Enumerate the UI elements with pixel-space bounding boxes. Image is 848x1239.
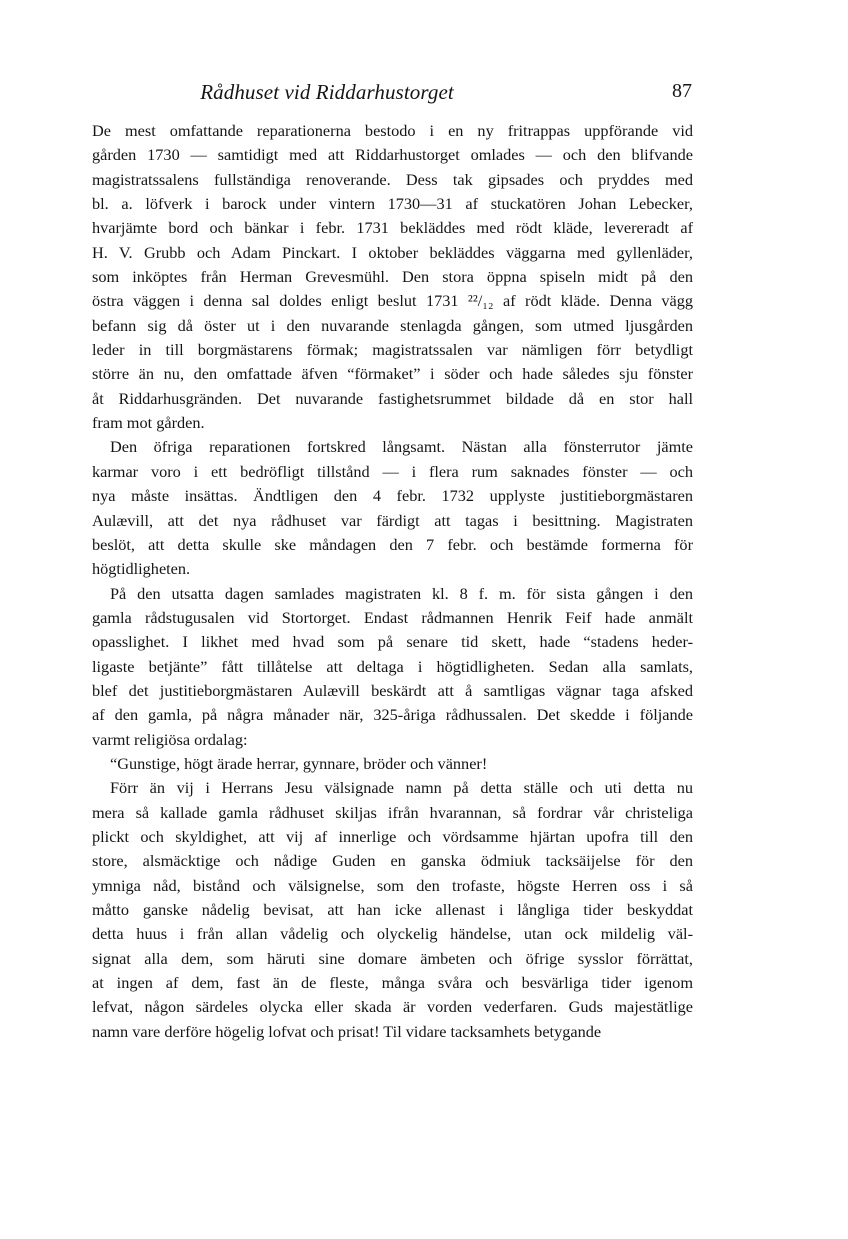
page-number: 87: [672, 80, 692, 102]
text-line: af den gamla, på några månader när, 325-åriga rådhussalen. Det skedde i följande: [92, 705, 693, 725]
text-line: H. V. Grubb och Adam Pinckart. I oktober bekläddes väggarna med gyllenläder,: [92, 242, 693, 262]
text-line: magistratssalens fullständiga renoverande. Dess tak gipsades och pryddes med: [92, 169, 693, 189]
text-line: karmar voro i ett bedröfligt tillstånd — i flera rum saknades fönster — och: [92, 461, 693, 481]
text-line: store, alsmäcktige och nådige Guden en ganska ödmiuk tacksäijelse för den: [92, 851, 693, 871]
text-line: De mest omfattande reparationerna bestodo i en ny fritrappas uppförande vid: [92, 121, 693, 140]
text-line: at ingen af dem, fast än de fleste, många svåra och besvärliga tider igenom: [92, 973, 693, 993]
text-line: opasslighet. I likhet med hvad som på senare tid skett, hade “stadens heder-: [92, 632, 693, 652]
text-line: gamla rådstugusalen vid Stortorget. Endast rådmannen Henrik Feif hade anmält: [92, 607, 693, 627]
text-line: nya måste insättas. Ändtligen den 4 febr. 1732 upplyste justitieborgmästaren: [92, 486, 693, 506]
text-line: “Gunstige, högt ärade herrar, gynnare, bröder och vänner!: [110, 753, 488, 773]
text-line: mera så kallade gamla rådhuset skiljas ifrån hvarannan, så fordrar vår christeliga: [92, 802, 693, 822]
text-line: Den öfriga reparationen fortskred långsamt. Nästan alla fönsterrutor jämte: [110, 437, 693, 457]
text-line: lefvat, någon särdeles olycka eller skada är vorden vederfaren. Guds majestätlige: [92, 997, 693, 1017]
text-line: bl. a. löfverk i barock under vintern 1730—31 af stuckatören Johan Lebecker,: [92, 194, 693, 214]
text-line: fram mot gården.: [92, 413, 205, 433]
text-line: som inköptes från Herman Grevesmühl. Den stora öppna spiseln midt på den: [92, 267, 693, 287]
text-line: måtto ganske nådelig bevisat, att han icke allenast i långliga tider beskyddat: [92, 900, 693, 919]
running-title: Rådhuset vid Riddarhustorget: [200, 80, 454, 104]
text-line: hvarjämte bord och bänkar i febr. 1731 bekläddes med rödt kläde, levereradt af: [92, 218, 693, 238]
text-line: Aulævill, att det nya rådhuset var färdigt att tagas i besittning. Magistraten: [92, 510, 693, 530]
text-line: ligaste betjänte” fått tillåtelse att deltaga i högtidligheten. Sedan alla samlats,: [92, 656, 693, 676]
text-line: ymniga nåd, bistånd och välsignelse, som den trofaste, högste Herren oss i så: [92, 875, 693, 895]
text-line: varmt religiösa ordalag:: [92, 729, 248, 749]
text-line: plickt och skyldighet, att vij af innerlige och vördsamme hjärtan upofra till den: [92, 826, 693, 846]
text-line: detta huus i från allan vådelig och olyckelig händelse, utan ock mildelig väl-: [92, 924, 693, 944]
text-line: östra väggen i denna sal doldes enligt beslut 1731 ²²/₁₂ af rödt kläde. Denna vägg: [92, 291, 693, 311]
text-line: signat alla dem, som häruti sine domare ämbeten och öfrige sysslor förrättat,: [92, 948, 693, 968]
text-line: leder in till borgmästarens förmak; magistratssalen var nämligen förr betydligt: [92, 340, 693, 360]
text-line: större än nu, den omfattade äfven “förmaket” i söder och hade således sju fönster: [92, 364, 693, 384]
text-line: namn vare derföre högelig lofvat och prisat! Til vidare tacksamhets betygande: [92, 1021, 602, 1041]
text-line: Förr än vij i Herrans Jesu välsignade namn på detta ställe och uti detta nu: [110, 778, 693, 798]
text-line: blef det justitieborgmästaren Aulævill beskärdt att å samtligas vägnar taga afsked: [92, 680, 693, 700]
text-line: befann sig då öster ut i den nuvarande stenlagda gången, som utmed ljusgården: [92, 315, 693, 335]
text-line: beslöt, att detta skulle ske måndagen den 7 febr. och bestämde formerna för: [92, 534, 693, 554]
running-header: [92, 80, 692, 110]
text-line: åt Riddarhusgränden. Det nuvarande fastighetsrummet bildade då en stor hall: [92, 388, 693, 408]
text-line: gården 1730 — samtidigt med att Riddarhustorget omlades — och den blifvande: [92, 145, 693, 165]
text-line: På den utsatta dagen samlades magistraten kl. 8 f. m. för sista gången i den: [110, 583, 693, 603]
text-line: högtidligheten.: [92, 559, 191, 579]
body-text: [92, 119, 693, 1044]
